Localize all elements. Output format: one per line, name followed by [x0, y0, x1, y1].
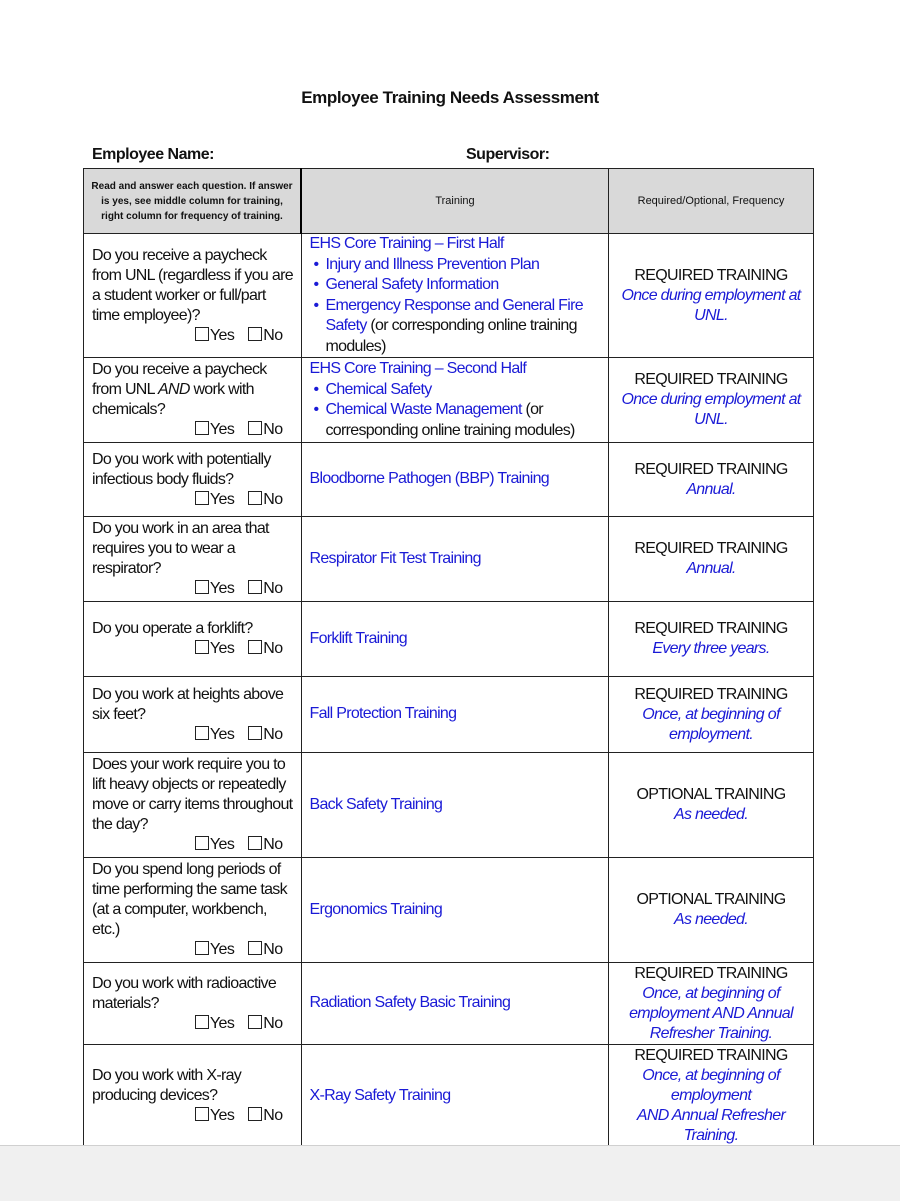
no-checkbox[interactable] [248, 941, 262, 955]
question-text: Do you spend long periods of time performing the same task (at a computer, workbench, etc.) [92, 861, 287, 938]
question-text: Do you receive a paycheck from UNL (regardless if you are a student worker or full/part time employee)? [92, 246, 293, 324]
yes-no-options [92, 1106, 295, 1126]
yes-checkbox[interactable] [195, 640, 209, 654]
frequency-text: Every three years. [652, 640, 770, 657]
yes-checkbox[interactable] [195, 491, 209, 505]
no-checkbox[interactable] [248, 836, 262, 850]
yes-label: Yes [209, 421, 235, 438]
training-list [310, 380, 603, 442]
no-checkbox[interactable] [248, 726, 262, 740]
no-label: No [263, 490, 283, 508]
no-checkbox[interactable] [248, 421, 262, 435]
list-item: • Chemical Safety [310, 380, 603, 401]
no-checkbox[interactable] [248, 327, 262, 341]
training-name: Respirator Fit Test Training [309, 549, 481, 567]
yes-label: Yes [209, 941, 235, 958]
yes-label: Yes [209, 1014, 235, 1032]
table-row [84, 1045, 814, 1148]
question-text: Do you work with potentially infectious body fluids? [92, 450, 271, 488]
frequency-text: Once, at beginning of employment AND Annual Refresher Training. [629, 984, 793, 1042]
training-name: Fall Protection Training [309, 705, 457, 723]
no-checkbox[interactable] [248, 1107, 262, 1121]
yes-checkbox[interactable] [195, 726, 209, 740]
requirement-label: REQUIRED TRAINING [634, 540, 788, 557]
question-text: Do you operate a forklift? [92, 620, 253, 637]
requirement-label: REQUIRED TRAINING [634, 964, 788, 982]
online-modules-note: (or corresponding online training modules) [325, 401, 575, 439]
training-name: Ergonomics Training [309, 900, 443, 918]
yes-no-options [92, 1014, 295, 1034]
yes-checkbox[interactable] [195, 1015, 209, 1029]
no-checkbox[interactable] [248, 1015, 262, 1029]
yes-label: Yes [209, 326, 235, 344]
frequency-text: As needed. [674, 911, 748, 928]
question-text: Do you receive a paycheck from UNL AND work with chemicals? [92, 361, 267, 418]
table-row [84, 753, 814, 858]
requirement-label: OPTIONAL TRAINING [636, 891, 786, 908]
yes-no-options [92, 940, 295, 960]
yes-label: Yes [209, 580, 235, 597]
yes-label: Yes [209, 640, 235, 657]
frequency-text: As needed. [674, 806, 748, 823]
instructions-header: Read and answer each question. If answer is yes, see middle column for training, right column for frequency of training. [91, 180, 293, 222]
no-label: No [263, 1014, 283, 1032]
frequency-text: AND Annual Refresher Training. [636, 1107, 786, 1144]
yes-no-options [92, 579, 295, 599]
table-row [84, 858, 814, 963]
frequency-text: Once, at beginning of employment. [642, 705, 780, 743]
requirement-label: REQUIRED TRAINING [634, 620, 788, 637]
frequency-text: Annual. [686, 560, 736, 577]
table-row [84, 358, 814, 443]
yes-checkbox[interactable] [195, 580, 209, 594]
no-checkbox[interactable] [248, 580, 262, 594]
yes-label: Yes [209, 1107, 235, 1124]
table-row [84, 443, 814, 517]
list-item: • Emergency Response and General Fire Safety (or corresponding online training modules) [310, 296, 603, 358]
training-name: Forklift Training [309, 629, 407, 647]
yes-checkbox[interactable] [195, 1107, 209, 1121]
training-title: EHS Core Training – First Half [309, 235, 504, 252]
question-text: Do you work at heights above six feet? [92, 685, 284, 723]
yes-no-options [92, 725, 295, 745]
requirement-label: REQUIRED TRAINING [634, 685, 788, 703]
question-text: Do you work with X-ray producing devices? [92, 1067, 242, 1104]
table-row [84, 602, 814, 677]
training-name: Radiation Safety Basic Training [309, 994, 511, 1012]
requirement-label: REQUIRED TRAINING [634, 460, 788, 478]
frequency-column-header: Required/Optional, Frequency [637, 195, 785, 207]
no-label: No [263, 836, 283, 853]
question-text: Do you work with radioactive materials? [92, 974, 277, 1012]
no-label: No [263, 580, 283, 597]
page-footer-bar [0, 1145, 900, 1201]
yes-no-options [92, 420, 295, 440]
yes-label: Yes [209, 725, 235, 743]
training-name: Back Safety Training [309, 795, 443, 813]
no-label: No [263, 1107, 283, 1124]
document-title: Employee Training Needs Assessment [301, 88, 599, 107]
question-text: Does your work require you to lift heavy objects or repeatedly move or carry items throughout the day? [92, 756, 293, 833]
training-list [310, 255, 603, 358]
table-row [84, 517, 814, 602]
yes-no-options [92, 490, 295, 510]
frequency-text: Once during employment at UNL. [621, 286, 801, 324]
yes-checkbox[interactable] [195, 836, 209, 850]
yes-checkbox[interactable] [195, 327, 209, 341]
question-text: Do you work in an area that requires you to wear a respirator? [92, 520, 269, 577]
training-title: EHS Core Training – Second Half [309, 360, 527, 377]
no-label: No [263, 725, 283, 743]
assessment-table [83, 168, 814, 1148]
table-row [84, 963, 814, 1045]
no-label: No [263, 941, 283, 958]
requirement-label: OPTIONAL TRAINING [636, 786, 786, 803]
frequency-text: Once during employment at UNL. [621, 391, 801, 428]
training-column-header: Training [435, 195, 475, 207]
no-checkbox[interactable] [248, 640, 262, 654]
frequency-text: Annual. [686, 480, 736, 498]
yes-no-options [92, 326, 295, 346]
no-label: No [263, 326, 283, 344]
yes-label: Yes [209, 836, 235, 853]
yes-no-options [92, 639, 295, 659]
requirement-label: REQUIRED TRAINING [634, 371, 788, 388]
yes-checkbox[interactable] [195, 941, 209, 955]
training-name: X-Ray Safety Training [309, 1086, 451, 1104]
no-label: No [263, 640, 283, 657]
table-row [84, 234, 814, 358]
list-item: • Injury and Illness Prevention Plan [310, 255, 603, 276]
yes-no-options [92, 835, 295, 855]
list-item: • General Safety Information [310, 275, 603, 296]
employee-name-label: Employee Name: [92, 146, 214, 163]
no-label: No [263, 421, 283, 438]
list-item: • Chemical Waste Management (or corresponding online training modules) [310, 400, 603, 441]
frequency-text: Once, at beginning of employment [642, 1067, 780, 1104]
yes-checkbox[interactable] [195, 421, 209, 435]
requirement-label: REQUIRED TRAINING [634, 266, 788, 284]
training-name: Bloodborne Pathogen (BBP) Training [309, 470, 549, 488]
online-modules-note: (or corresponding online training modules) [325, 317, 577, 355]
no-checkbox[interactable] [248, 491, 262, 505]
supervisor-label: Supervisor: [466, 146, 550, 163]
table-header-row [84, 169, 814, 234]
requirement-label: REQUIRED TRAINING [634, 1047, 788, 1064]
table-row [84, 677, 814, 753]
yes-label: Yes [209, 490, 235, 508]
